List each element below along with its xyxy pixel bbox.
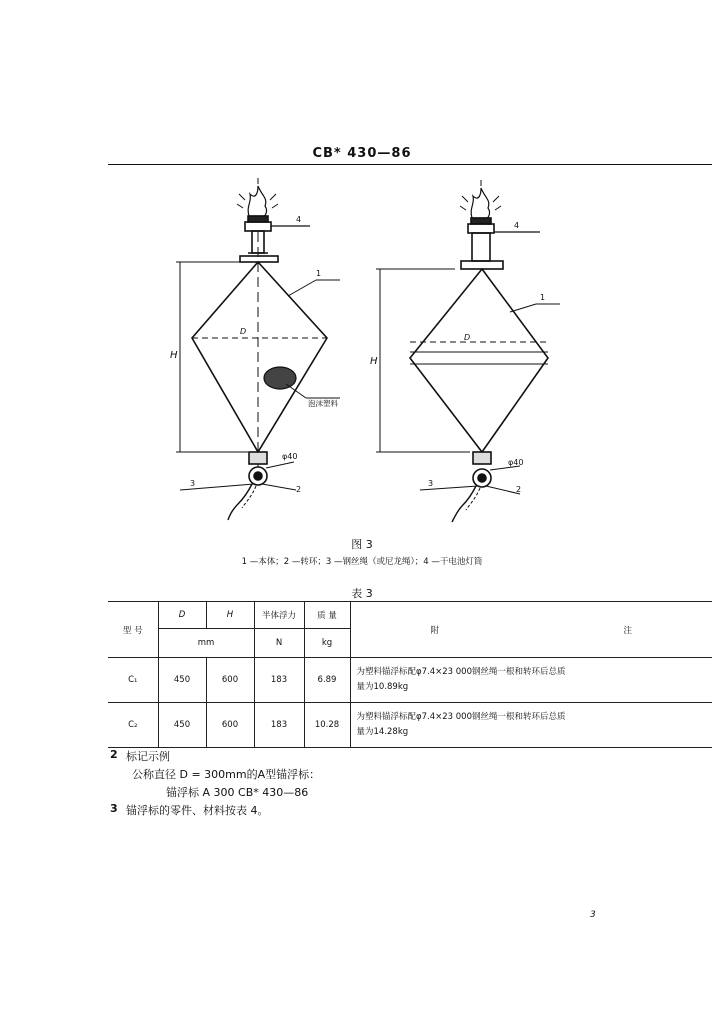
section-3-text: 锚浮标的零件、材料按表 4。: [126, 804, 269, 817]
note-line-2: 量为14.28kg: [356, 727, 409, 737]
cell-model: C₂: [108, 703, 158, 748]
section-2-line-2: 锚浮标 A 300 CB* 430—86: [166, 786, 309, 799]
cell-note: [350, 703, 712, 748]
header-unit-kg: kg: [304, 629, 350, 658]
cell-buoyancy: 183: [254, 658, 304, 703]
cell-mass: 10.28: [304, 703, 350, 748]
note-line-2: 量为10.89kg: [356, 682, 409, 692]
note-line-1: 为塑料锚浮标配φ7.4×23 000钢丝绳一根和转环后总质: [356, 667, 566, 677]
header-mass: 质 量: [304, 602, 350, 629]
label-phi40-right: φ40: [508, 458, 524, 467]
cell-model: C₁: [108, 658, 158, 703]
label-phi40-left: φ40: [282, 452, 298, 461]
cell-d: 450: [158, 703, 206, 748]
header-buoyancy: 半体浮力: [254, 602, 304, 629]
header-d: D: [158, 602, 206, 629]
header-h: H: [206, 602, 254, 629]
buoy-right: [376, 180, 560, 522]
document-code-header: CB* 430—86: [312, 146, 412, 161]
note-line-1: 为塑料锚浮标配φ7.4×23 000钢丝绳一根和转环后总质: [356, 712, 566, 722]
table-title: 表 3: [351, 587, 373, 600]
header-model: 型 号: [108, 602, 158, 658]
label-h-left: H: [170, 350, 178, 361]
cell-buoyancy: 183: [254, 703, 304, 748]
figure-caption: 1 —本体；2 —转环；3 —钢丝绳（或尼龙绳）；4 —干电池灯筒: [241, 557, 483, 567]
label-d-right: D: [464, 333, 471, 342]
figure-title: 图 3: [351, 538, 373, 551]
label-part-1-right: 1: [540, 293, 546, 302]
header-remark: [350, 602, 712, 658]
label-part-3-left: 3: [190, 479, 196, 488]
label-part-4-right: 4: [514, 221, 520, 230]
section-2-line-1: 公称直径 D = 300mm的A型锚浮标：: [132, 768, 321, 781]
cell-mass: 6.89: [304, 658, 350, 703]
spec-table: [108, 601, 712, 748]
cell-h: 600: [206, 658, 254, 703]
cell-note: [350, 658, 712, 703]
label-part-1-left: 1: [316, 269, 322, 278]
label-part-2-right: 2: [516, 485, 522, 494]
label-d-left: D: [240, 327, 247, 336]
table-row: [108, 658, 712, 703]
section-2-number: 2: [110, 748, 118, 761]
header-remark-left: 附: [430, 625, 440, 636]
header-remark-right: 注: [623, 625, 632, 636]
cell-d: 450: [158, 658, 206, 703]
header-unit-mm: mm: [158, 629, 254, 658]
buoy-left: [176, 178, 340, 520]
label-part-4-left: 4: [296, 215, 302, 224]
label-foam: 泡沫塑料: [308, 399, 338, 408]
cell-h: 600: [206, 703, 254, 748]
label-part-3-right: 3: [428, 479, 434, 488]
label-part-2-left: 2: [296, 485, 302, 494]
section-3-number: 3: [110, 802, 118, 815]
table-row: [108, 703, 712, 748]
header-unit-n: N: [254, 629, 304, 658]
label-h-right: H: [370, 356, 378, 367]
section-2-title: 标记示例: [126, 750, 170, 763]
page-number: 3: [590, 910, 596, 920]
